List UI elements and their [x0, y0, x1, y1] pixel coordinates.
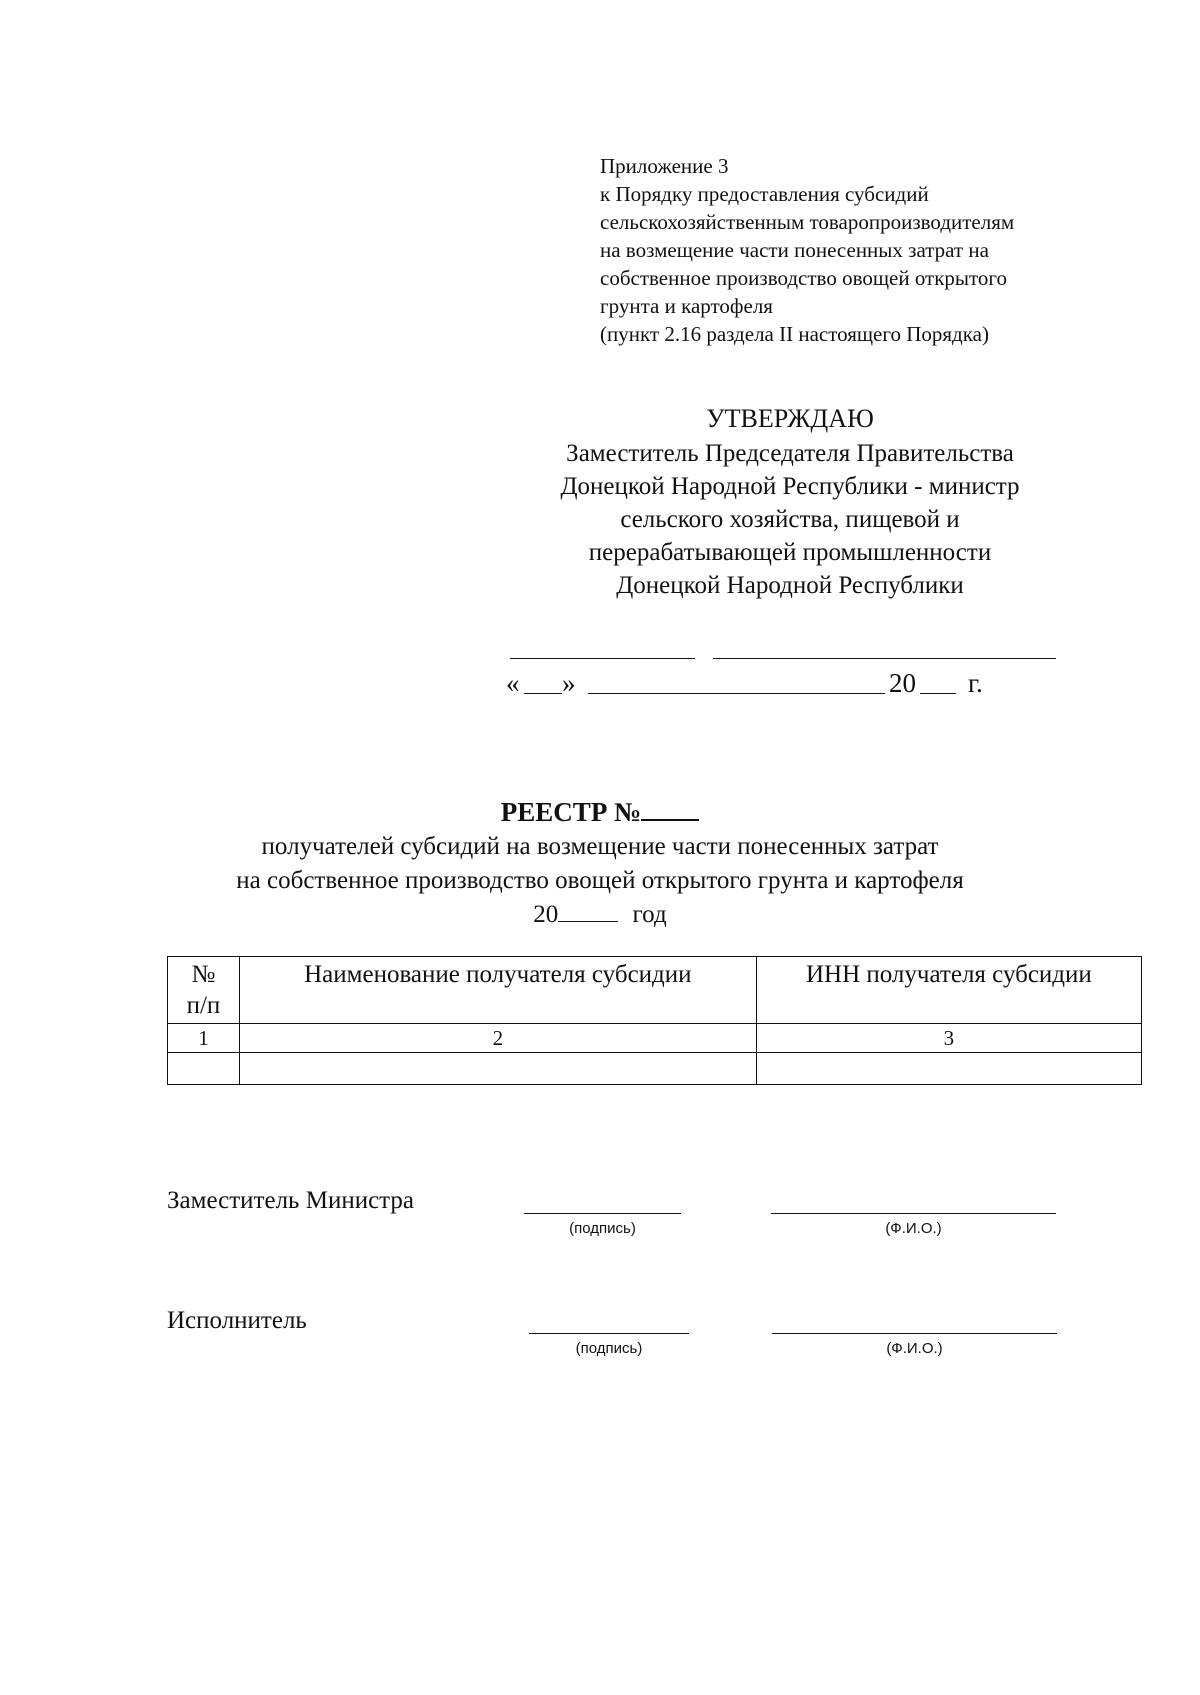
date-year-prefix: 20	[889, 668, 916, 698]
approval-signature-blank[interactable]	[510, 658, 695, 659]
table-cell[interactable]	[756, 1053, 1141, 1085]
approval-date-year	[889, 667, 916, 699]
deputy-signature-caption: (подпись)	[569, 1220, 636, 1237]
approval-block	[510, 402, 1070, 602]
registry-year-line	[0, 898, 1200, 932]
column-number-cell: 3	[756, 1024, 1141, 1053]
executor-name-caption: (Ф.И.О.)	[886, 1340, 943, 1357]
approval-line: сельского хозяйства, пищевой и	[620, 506, 960, 533]
approval-line: Донецкой Народной Республики - министр	[560, 473, 1020, 500]
approval-date-close	[562, 667, 576, 699]
deputy-name-caption: (Ф.И.О.)	[885, 1220, 942, 1237]
header-recipient-name: Наименование получателя субсидии	[239, 957, 756, 1024]
appendix-block	[600, 152, 1140, 348]
appendix-line: грунта и картофеля	[600, 294, 773, 318]
deputy-signature-blank[interactable]	[524, 1213, 681, 1214]
registry-year-suffix: год	[632, 901, 667, 928]
registry-year-prefix: 20	[533, 901, 559, 928]
registry-title-text: РЕЕСТР №	[500, 797, 642, 827]
registry-subtitle	[0, 830, 1200, 932]
date-month-blank[interactable]	[588, 693, 885, 694]
date-close-quote: »	[562, 668, 576, 698]
signature-role-executor: Исполнитель	[167, 1307, 307, 1334]
header-number-label: № п/п	[186, 961, 221, 1019]
registry-year-blank[interactable]	[558, 901, 618, 922]
registry-title	[0, 795, 1200, 829]
executor-signature-caption: (подпись)	[575, 1340, 643, 1357]
appendix-line: сельскохозяйственным товаропроизводителям	[600, 210, 1015, 234]
appendix-line: на возмещение части понесенных затрат на	[600, 238, 989, 262]
table-row	[168, 1053, 1142, 1085]
approval-line: перерабатывающей промышленности	[588, 539, 992, 566]
approval-date-suffix-wrap	[968, 667, 983, 699]
registry-table	[167, 956, 1142, 1085]
executor-name-blank[interactable]	[772, 1333, 1057, 1334]
header-recipient-inn: ИНН получателя субсидии	[756, 957, 1141, 1024]
date-day-blank[interactable]	[524, 693, 562, 694]
registry-number-blank[interactable]	[641, 797, 699, 821]
date-year-blank[interactable]	[920, 693, 956, 694]
approval-date	[506, 667, 520, 699]
appendix-line: к Порядку предоставления субсидий	[600, 182, 929, 206]
registry-subtitle-line: получателей субсидий на возмещение части понесенных затрат	[261, 833, 939, 860]
approval-title: УТВЕРЖДАЮ	[706, 404, 874, 433]
table-cell[interactable]	[168, 1053, 240, 1085]
column-number-cell: 1	[168, 1024, 240, 1053]
registry-subtitle-line: на собственное производство овощей открытого грунта и картофеля	[236, 867, 964, 894]
executor-signature-blank[interactable]	[529, 1333, 689, 1334]
table-header-row	[168, 957, 1142, 1024]
deputy-name-blank[interactable]	[771, 1213, 1056, 1214]
table-column-numbers-row	[168, 1024, 1142, 1053]
appendix-line: Приложение 3	[600, 154, 729, 178]
table-cell[interactable]	[239, 1053, 756, 1085]
approval-line: Заместитель Председателя Правительства	[566, 440, 1014, 467]
approval-line: Донецкой Народной Республики	[616, 572, 964, 599]
appendix-line: (пункт 2.16 раздела II настоящего Порядка)	[600, 322, 989, 346]
date-suffix: г.	[968, 668, 983, 698]
column-number-cell: 2	[239, 1024, 756, 1053]
date-open-quote: «	[506, 668, 520, 698]
approval-name-blank[interactable]	[713, 658, 1056, 659]
signature-role-deputy: Заместитель Министра	[167, 1187, 414, 1214]
header-number	[168, 957, 240, 1024]
appendix-line: собственное производство овощей открытого	[600, 266, 1008, 290]
